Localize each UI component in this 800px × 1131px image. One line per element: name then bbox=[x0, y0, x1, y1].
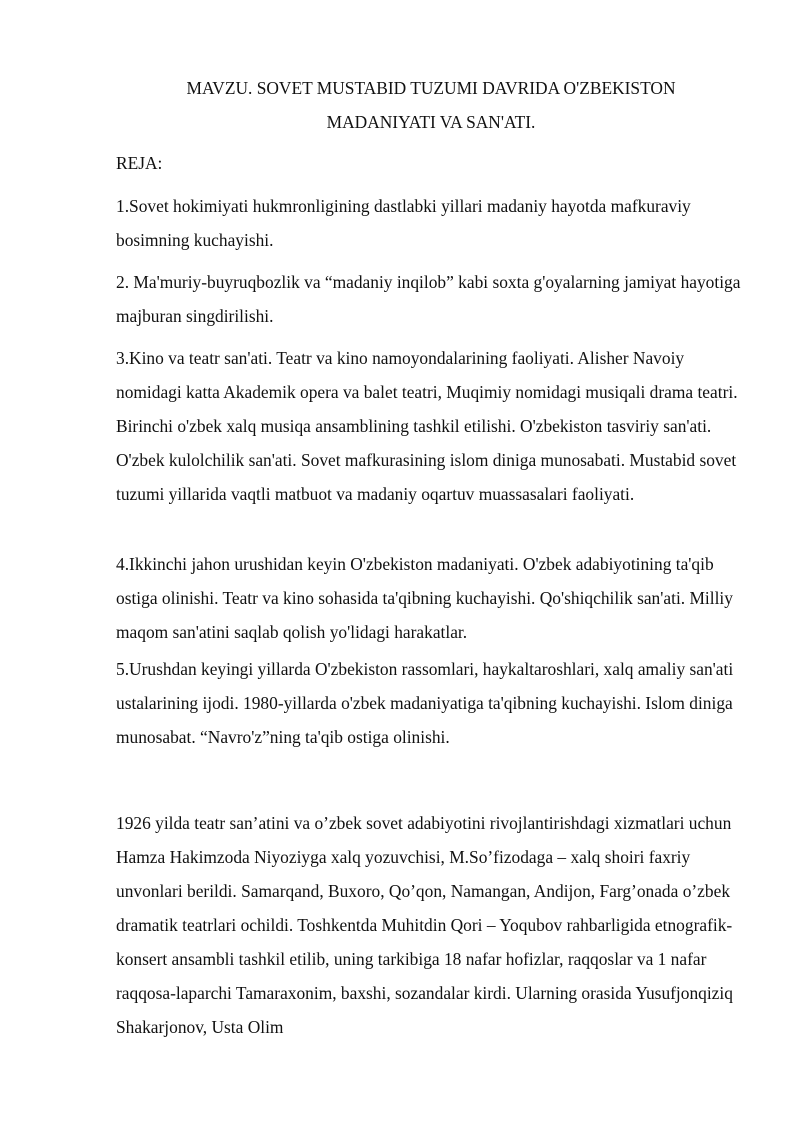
plan-item-5: 5.Urushdan keyingi yillarda O'zbekiston rassomlari, haykaltaroshlari, xalq amaliy san'ati ustalarining ijodi. 1980-yillarda o'zbek madaniyatiga ta'qibning kuchayishi. Islom diniga munosabat. “Navro'z”ning ta'qib ostiga olinishi. bbox=[116, 659, 734, 747]
plan-item-3: 3.Kino va teatr san'ati. Teatr va kino namoyondalarining faoliyati. Alisher Navoiy nomidagi katta Akademik opera va balet teatri, Muqimiy nomidagi musiqali drama teatri. Birinchi o'zbek xalq musiqa ansamblining tashkil etilishi. O'zbekiston tasviriy san'ati. O'zbek kulolchilik san'ati. Sovet mafkurasining islom diniga munosabati. Mustabid sovet tuzumi yillarida vaqtli matbuot va madaniy oqartuv muassasalari faoliyati. bbox=[116, 348, 738, 504]
body-paragraph: 1926 yilda teatr san’atini va o’zbek sovet adabiyotini rivojlantirishdagi xizmatlari uchun Hamza Hakimzoda Niyoziyga xalq yozuvchisi, M.So’fizodaga – xalq shoiri faxriy unvonlari berildi. Samarqand, Buxoro, Qo’qon, Namangan, Andijon, Farg’onada o’zbek dramatik teatrlari ochildi. Toshkentda Muhitdin Qori – Yoqubov rahbarligida etnografik-konsert ansambli tashkil etilib, uning tarkibiga 18 nafar hofizlar, raqqoslar va 1 nafar raqqosa-laparchi Tamaraxonim, baxshi, sozandalar kirdi. Ularning orasida Yusufjonqiziq Shakarjonov, Usta Olim bbox=[116, 813, 733, 1037]
plan-item-4: 4.Ikkinchi jahon urushidan keyin O'zbekiston madaniyati. O'zbek adabiyotining ta'qib ostiga olinishi. Teatr va kino sohasida ta'qibning kuchayishi. Qo'shiqchilik san'ati. Milliy maqom san'atini saqlab qolish yo'lidagi harakatlar. bbox=[116, 554, 733, 642]
title-line-1: MAVZU. SOVET MUSTABID TUZUMI DAVRIDA O'ZBEKISTON bbox=[186, 78, 676, 98]
document-title bbox=[116, 71, 746, 139]
plan-item-2: 2. Ma'muriy-buyruqbozlik va “madaniy inqilob” kabi soxta g'oyalarning jamiyat hayotiga majburan singdirilishi. bbox=[116, 272, 741, 326]
title-line-2: MADANIYATI VA SAN'ATI. bbox=[326, 112, 536, 132]
plan-item-1: 1.Sovet hokimiyati hukmronligining dastlabki yillari madaniy hayotda mafkuraviy bosimning kuchayishi. bbox=[116, 196, 691, 250]
plan-heading: REJA: bbox=[116, 153, 163, 173]
